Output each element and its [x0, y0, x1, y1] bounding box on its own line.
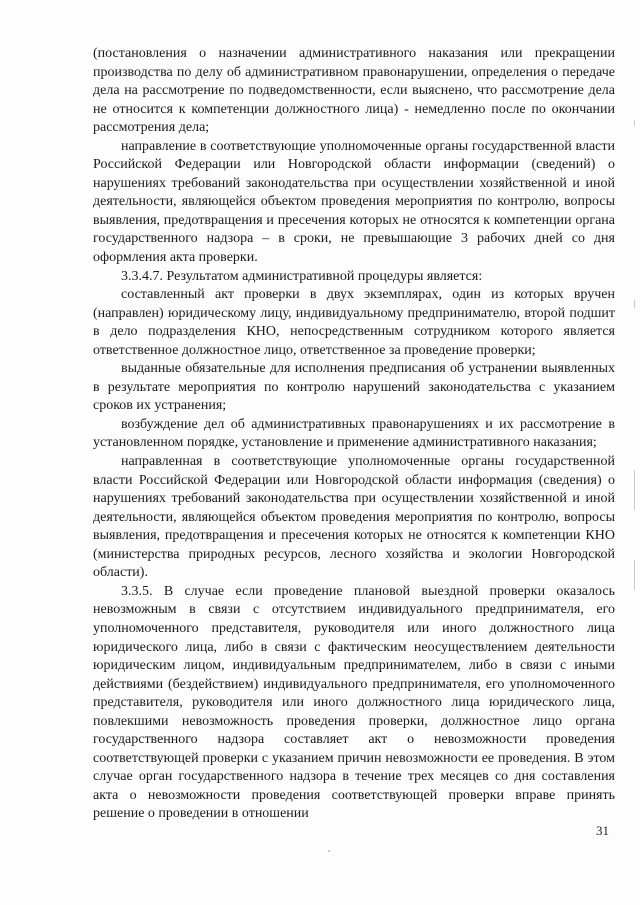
scan-artifact — [634, 560, 635, 590]
scan-artifact — [634, 470, 635, 510]
document-body — [93, 45, 615, 824]
scan-artifact — [634, 120, 635, 126]
paragraph-2: направление в соответствующие уполномоченные органы государственной власти Российской Федерации или Новгородской области информации (сведений) о нарушениях требований законодательства при осуществлении хозяйственной и иной деятельности, являющейся объектом проведения мероприятия по контролю, вопросы выявления, предотвращения и пресечения которых не относятся к компетенции органа государственного надзора – в сроки, не превышающие 3 рабочих дней со дня оформления акта проверки. — [93, 138, 615, 266]
paragraph-8: 3.3.5. В случае если проведение плановой выездной проверки оказалось невозможным в связи с отсутствием индивидуального предпринимателя, его уполномоченного представителя, руководителя или иного должностного лица юридического лица, либо в связи с фактическим неосуществлением деятельности юридическим лицом, индивидуальным предпринимателем, либо в связи с иными действиями (бездействием) индивидуального предпринимателя, его уполномоченного представителя, руководителя или иного должностного лица юридического лица, повлекшими невозможность проведения проверки, должностное лицо органа государственного надзора составляет акт о невозможности проведения соответствующей проверки с указанием причин невозможности ее проведения. В этом случае орган государственного надзора в течение трех месяцев со дня составления акта о невозможности проведения соответствующей проверки вправе принять решение о проведении в отношении — [93, 583, 615, 822]
paragraph-7: направленная в соответствующие уполномоченные органы государственной власти Российской Федерации или Новгородской области информация (сведения) о нарушениях требований законодательства при осуществлении хозяйственной и иной деятельности, являющейся объектом проведения мероприятия по контролю, вопросы выявления, предотвращения и пресечения которых не относятся к компетенции КНО (министерства природных ресурсов, лесного хозяйства и экологии Новгородской области). — [93, 454, 615, 581]
paragraph-1: (постановления о назначении административного наказания или прекращении производства по делу об административном правонарушении, определения о передаче дела на рассмотрение по подведомственности, если выяснено, что рассмотрение дела не относится к компетенции должностного лица) - немедленно после по окончании рассмотрения дела; — [93, 46, 615, 136]
scan-artifact — [328, 850, 330, 852]
paragraph-5: выданные обязательные для исполнения предписания об устранении выявленных в результате мероприятия по контролю нарушений законодательства с указанием сроков их устранения; — [93, 361, 615, 414]
paragraph-3: 3.3.4.7. Результатом административной процедуры является: — [121, 268, 483, 284]
paragraph-6: возбуждение дел об административных правонарушениях и их рассмотрение в установленном порядке, установление и применение административного наказания; — [93, 416, 615, 451]
page-number: 31 — [596, 823, 609, 838]
paragraph-4: составленный акт проверки в двух экземплярах, один из которых вручен (направлен) юридическому лицу, индивидуальному предпринимателю, второй подшит в дело подразделения КНО, непосредственным сотрудником которого является ответственное должностное лицо, ответственное за проведение проверки; — [93, 287, 615, 358]
scan-artifact — [634, 300, 635, 308]
